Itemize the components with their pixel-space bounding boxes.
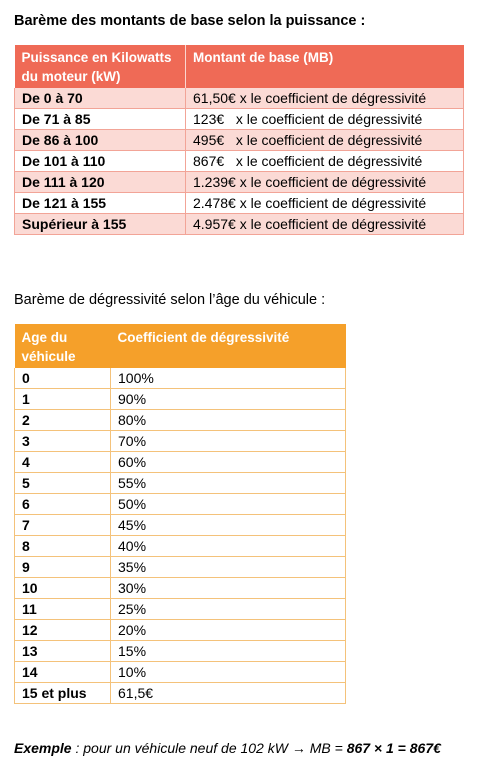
degression-table-body (15, 368, 346, 704)
coefficient-value: 25% (111, 599, 346, 620)
section2-title: Barème de dégressivité selon l’âge du véhicule : (14, 292, 326, 308)
table-row (15, 214, 464, 235)
base-amount: 123€ x le coefficient de dégressivité (186, 109, 464, 130)
base-amount: 495€ x le coefficient de dégressivité (186, 130, 464, 151)
vehicle-age: 9 (15, 557, 111, 578)
coefficient-value: 55% (111, 473, 346, 494)
table-row (15, 88, 464, 109)
coefficient-value: 60% (111, 452, 346, 473)
table-row (15, 431, 346, 452)
coefficient-value: 40% (111, 536, 346, 557)
coefficient-value: 90% (111, 389, 346, 410)
coefficient-value: 20% (111, 620, 346, 641)
table-row (15, 151, 464, 172)
table-row (15, 452, 346, 473)
table-row (15, 662, 346, 683)
coefficient-value: 80% (111, 410, 346, 431)
table-row (15, 599, 346, 620)
header-vehicle-age: Age du véhicule (15, 324, 111, 368)
coefficient-value: 45% (111, 515, 346, 536)
power-range: De 111 à 120 (15, 172, 186, 193)
table-row (15, 109, 464, 130)
coefficient-value: 30% (111, 578, 346, 599)
power-range: De 71 à 85 (15, 109, 186, 130)
table-row (15, 172, 464, 193)
base-amount: 867€ x le coefficient de dégressivité (186, 151, 464, 172)
power-range: De 121 à 155 (15, 193, 186, 214)
vehicle-age: 14 (15, 662, 111, 683)
coefficient-value: 50% (111, 494, 346, 515)
vehicle-age: 0 (15, 368, 111, 389)
header-power: Puissance en Kilowatts du moteur (kW) (15, 45, 186, 88)
vehicle-age: 2 (15, 410, 111, 431)
coefficient-value: 70% (111, 431, 346, 452)
coefficient-value: 100% (111, 368, 346, 389)
table-row (15, 641, 346, 662)
vehicle-age: 1 (15, 389, 111, 410)
power-range: Supérieur à 155 (15, 214, 186, 235)
table-row (15, 620, 346, 641)
vehicle-age: 3 (15, 431, 111, 452)
coefficient-value: 35% (111, 557, 346, 578)
table-row (15, 683, 346, 704)
table-row (15, 473, 346, 494)
base-amount: 4.957€ x le coefficient de dégressivité (186, 214, 464, 235)
base-amount: 1.239€ x le coefficient de dégressivité (186, 172, 464, 193)
vehicle-age: 7 (15, 515, 111, 536)
vehicle-age: 5 (15, 473, 111, 494)
vehicle-age: 10 (15, 578, 111, 599)
table-row (15, 494, 346, 515)
section1-title: Barème des montants de base selon la puissance : (14, 13, 366, 29)
power-range: De 0 à 70 (15, 88, 186, 109)
table-header-row (15, 324, 346, 368)
vehicle-age: 4 (15, 452, 111, 473)
vehicle-age: 6 (15, 494, 111, 515)
coefficient-value: 15% (111, 641, 346, 662)
table-row (15, 536, 346, 557)
vehicle-age: 13 (15, 641, 111, 662)
vehicle-age: 15 et plus (15, 683, 111, 704)
coefficient-value: 61,5€ (111, 683, 346, 704)
coefficient-value: 10% (111, 662, 346, 683)
base-amount: 61,50€ x le coefficient de dégressivité (186, 88, 464, 109)
header-base-amount: Montant de base (MB) (186, 45, 464, 88)
header-coefficient: Coefficient de dégressivité (111, 324, 346, 368)
table-row (15, 389, 346, 410)
base-amount: 2.478€ x le coefficient de dégressivité (186, 193, 464, 214)
example-text: : pour un véhicule neuf de 102 kW → MB = (71, 740, 347, 756)
example-line (14, 740, 441, 756)
example-label: Exemple (14, 740, 72, 756)
power-range: De 101 à 110 (15, 151, 186, 172)
vehicle-age: 11 (15, 599, 111, 620)
table-header-row (15, 45, 464, 88)
vehicle-age: 12 (15, 620, 111, 641)
vehicle-age: 8 (15, 536, 111, 557)
table-row (15, 193, 464, 214)
table-row (15, 368, 346, 389)
base-amount-table (14, 45, 464, 235)
table-row (15, 515, 346, 536)
power-range: De 86 à 100 (15, 130, 186, 151)
table-row (15, 557, 346, 578)
table-row (15, 130, 464, 151)
degression-table (14, 324, 346, 704)
table-row (15, 578, 346, 599)
table-row (15, 410, 346, 431)
example-result: 867 × 1 = 867€ (346, 740, 441, 756)
